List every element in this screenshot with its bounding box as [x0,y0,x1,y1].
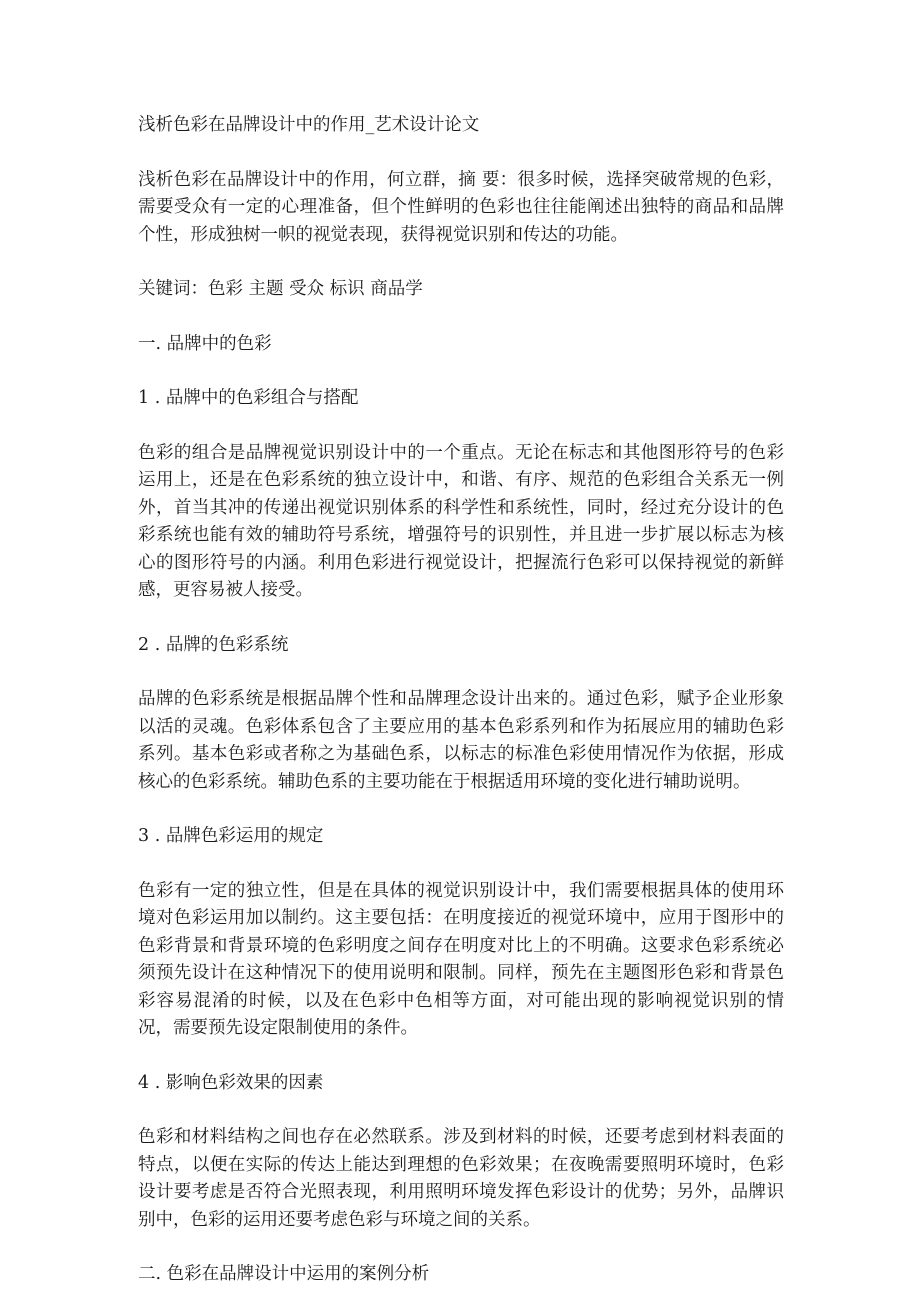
subsection-2-heading: 2 . 品牌的色彩系统 [138,634,289,655]
abstract-paragraph: 浅析色彩在品牌设计中的作用，何立群，摘 要：很多时候，选择突破常规的色彩，需要受众有一定的心理准备，但个性鲜明的色彩也往往能阐述出独特的商品和品牌个性，形成独树一帜的视觉表现，获得视觉识别和传达的功能。 [138,169,784,245]
subsection-2-body: 品牌的色彩系统是根据品牌个性和品牌理念设计出来的。通过色彩，赋予企业形象以活的灵魂。色彩体系包含了主要应用的基本色彩系列和作为拓展应用的辅助色彩系列。基本色彩或者称之为基础色系，以标志的标准色彩使用情况作为依据，形成核心的色彩系统。辅助色系的主要功能在于根据适用环境的变化进行辅助说明。 [138,689,784,792]
subsection-3-body: 色彩有一定的独立性，但是在具体的视觉识别设计中，我们需要根据具体的使用环境对色彩运用加以制约。这主要包括：在明度接近的视觉环境中，应用于图形中的色彩背景和背景环境的色彩明度之间存在明度对比上的不明确。这要求色彩系统必须预先设计在这种情况下的使用说明和限制。同样，预先在主题图形色彩和背景色彩容易混淆的时候，以及在色彩中色相等方面，对可能出现的影响视觉识别的情况，需要预先设定限制使用的条件。 [138,880,784,1038]
subsection-4-body: 色彩和材料结构之间也存在必然联系。涉及到材料的时候，还要考虑到材料表面的特点，以便在实际的传达上能达到理想的色彩效果；在夜晚需要照明环境时，色彩设计要考虑是否符合光照表现，利用照明环境发挥色彩设计的优势；另外，品牌识别中，色彩的运用还要考虑色彩与环境之间的关系。 [138,1127,784,1230]
subsection-1-heading: 1 . 品牌中的色彩组合与搭配 [138,388,359,408]
subsection-1-body: 色彩的组合是品牌视觉识别设计中的一个重点。无论在标志和其他图形符号的色彩运用上，还是在色彩系统的独立设计中，和谐、有序、规范的色彩组合关系无一例外，首当其冲的传递出视觉识别体系的科学性和系统性，同时，经过充分设计的色彩系统也能有效的辅助符号系统，增强符号的识别性，并且进一步扩展以标志为核心的图形符号的内涵。利用色彩进行视觉设计，把握流行色彩可以保持视觉的新鲜感，更容易被人接受。 [138,442,784,600]
document-title: 浅析色彩在品牌设计中的作用_艺术设计论文 [138,115,480,135]
subsection-4-heading: 4 . 影响色彩效果的因素 [138,1072,324,1093]
section-2-heading: 二. 色彩在品牌设计中运用的案例分析 [138,1264,430,1284]
subsection-3-heading: 3 . 品牌色彩运用的规定 [138,826,324,846]
keywords-line: 关键词：色彩 主题 受众 标识 商品学 [138,279,423,299]
document-page [138,112,784,1316]
section-1-heading: 一. 品牌中的色彩 [138,333,272,354]
